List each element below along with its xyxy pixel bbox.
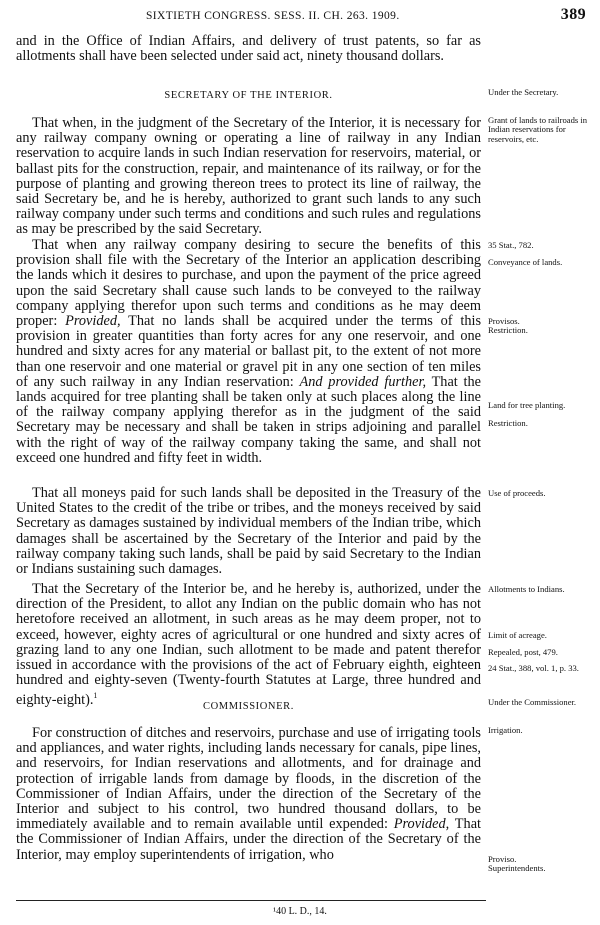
text-span: That when any railway company desiring to secure the benefits of this provision shall file with the Secretary of the Interior an application describing the lands which it desires to purchase, and upon the payment of the price agreed upon the said Secretary shall cause such lands to be conveyed to the railway company applying therefor upon such terms and conditions as he may deem proper: — [16, 237, 481, 330]
margin-note-stat-782: 35 Stat., 782. — [488, 240, 534, 250]
text-span: That no lands shall be acquired under the terms of this provision in greater quantities than forty acres for any one reservoir, and one hundred and sixty acres for any material or ballast pit, to the extent of not more than one reservoir and one material or gravel pit in any one section of ten miles of any such railway in any Indian reservation: — [16, 313, 482, 390]
margin-note-repealed: Repealed, post, 479. — [488, 647, 558, 657]
footnote-rule — [16, 900, 486, 901]
margin-note-conveyance: Conveyance of lands. — [488, 257, 563, 267]
paragraph-text: That all moneys paid for such lands shall be deposited in the Treasury of the United States to the credit of the tribe or tribes, and the moneys received by said Secretary as damages sustained by individual members of the Indian tribe, which damages shall be ascertained by the Secretary of the Interior and paid by the railway company taking such lands, shall be paid by said Secretary to the Indian or Indians sustaining such damages. — [16, 485, 481, 578]
paragraph-text — [16, 726, 481, 863]
text-span: That the lands acquired for tree planting shall be taken only at such places along the line of the railway company applying therefor as in the judgment of the said Secretary may be necessary and shall be taken in strips adjoining and parallel with the right of way of the railway company taking the same, and shall not exceed one hundred and fifty feet in width. — [16, 373, 481, 466]
page-header — [146, 6, 586, 28]
proviso-italic: Provided, — [393, 816, 450, 833]
margin-note-grant-lands: Grant of lands to railroads in Indian reservations for reservoirs, etc. — [488, 115, 588, 144]
paragraph-text — [16, 238, 481, 466]
margin-note-restriction: Restriction. — [488, 418, 528, 428]
margin-note-under-secretary: Under the Secretary. — [488, 87, 559, 97]
text-span: For construction of ditches and reservoirs, purchase and use of irrigating tools and appliances, and water rights, including lands necessary for canals, pipe lines, and reservoirs, for Indian reservations and allotments, and for drainage and protection of irrigable lands from damage by floods, in the discretion of the Commissioner of Indian Affairs, under the direction of the Secretary of the Interior and subject to his control, two hundred thousand dollars, to be immediately available and to remain available until expended: — [16, 725, 481, 833]
margin-note-allotments: Allotments to Indians. — [488, 584, 565, 594]
running-title: SIXTIETH CONGRESS. SESS. II. CH. 263. 1909. — [146, 10, 400, 22]
margin-note-irrigation: Irrigation. — [488, 725, 523, 735]
paragraph-moneys — [16, 486, 481, 577]
paragraph-text — [16, 582, 481, 708]
margin-note-proviso-superintendents: Proviso. Superintendents. — [488, 854, 546, 874]
text-span: That the Secretary of the Interior be, and he hereby is, authorized, under the direction of the President, to allot any Indian on the public domain who has not heretofore received an allotment, in such areas as he may deem proper, not to exceed, however, eighty acres of agricultural or one hundred and sixty acres of grazing land to any one Indian, such allotment to be made and patent therefor issued in accordance with the provisions of the act of February eighth, eighteen hundred and eighty-seven (Twenty-fourth Statutes at Large, three hundred and eighty-eight). — [16, 581, 481, 709]
paragraph-allotments — [16, 582, 481, 708]
proviso-italic: And provided further, — [299, 373, 427, 390]
paragraph-text: That when, in the judgment of the Secretary of the Interior, it is necessary for any railway company owning or operating a line of railway in any Indian reservation to acquire lands in such Indian reservation for reservoirs, material, or ballast pits for the construction, repair, and maintenance of its railway, or for the purpose of planting and growing thereon trees to protect its line of railway, the said Secretary be, and he is hereby, authorized to grant such lands to any such railway company under such terms and conditions and such rules and regulations as may be prescribed by the said Secretary. — [16, 115, 481, 238]
margin-note-use-of-proceeds: Use of proceeds. — [488, 488, 546, 498]
paragraph-text: and in the Office of Indian Affairs, and delivery of trust patents, so far as allotments shall have been selected under said act, ninety thousand dollars. — [16, 33, 481, 65]
margin-note-stat-388: 24 Stat., 388, vol. 1, p. 33. — [488, 663, 579, 673]
paragraph-irrigation — [16, 726, 481, 863]
footnote: ¹40 L. D., 14. — [273, 906, 327, 917]
margin-note-limit-acreage: Limit of acreage. — [488, 630, 547, 640]
footnote-marker: 1 — [93, 691, 98, 701]
margin-note-provisos-restriction: Provisos. Restriction. — [488, 316, 528, 336]
text-span: That the Commissioner of Indian Affairs, under the direction of the Secretary of the Interior, may employ superintendents of irrigation, who — [16, 816, 482, 863]
paragraph-continuation — [16, 34, 481, 64]
heading-secretary-of-interior: SECRETARY OF THE INTERIOR. — [164, 90, 333, 101]
paragraph-application — [16, 238, 481, 466]
page-number: 389 — [560, 6, 586, 23]
proviso-italic: Provided, — [65, 313, 121, 330]
heading-commissioner: COMMISSIONER. — [203, 701, 294, 712]
paragraph-railway-lands — [16, 116, 481, 238]
margin-note-under-commissioner: Under the Commissioner. — [488, 697, 577, 707]
margin-note-land-tree-planting: Land for tree planting. — [488, 400, 566, 410]
